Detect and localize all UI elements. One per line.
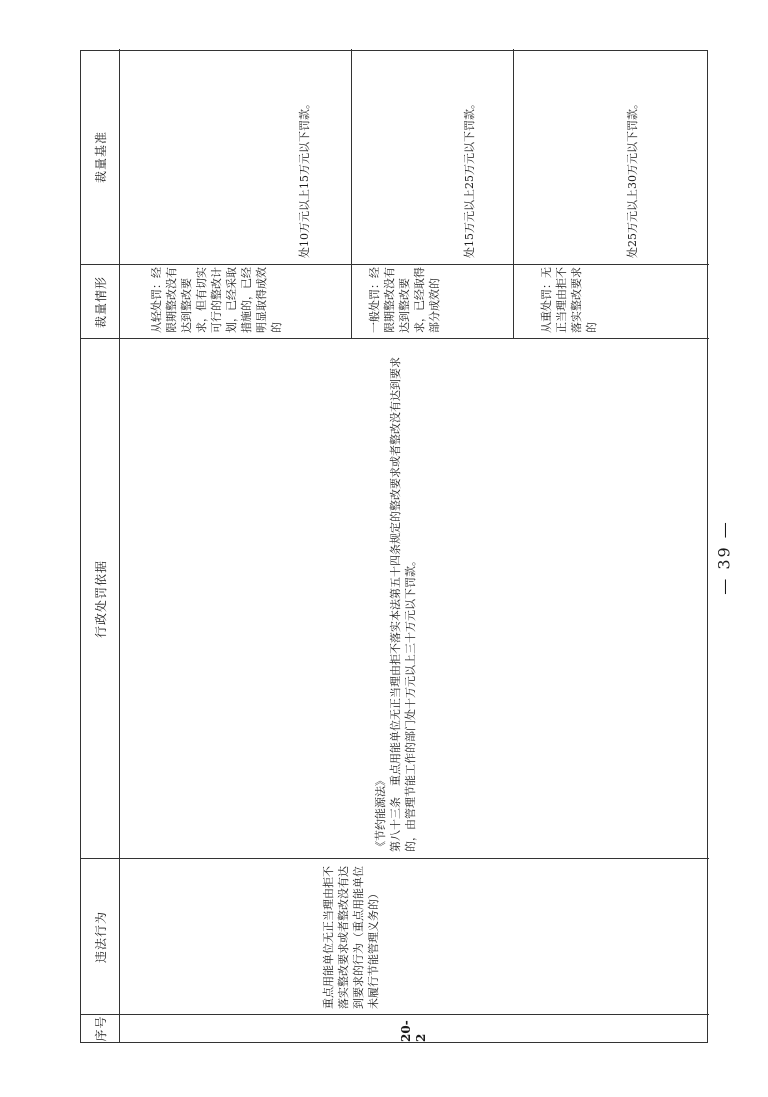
- header-seq: 序号: [93, 1015, 108, 1042]
- row-violation: 重点用能单位无正当理由拒不落实整改要求或者整改没有达到要求的行为（重点用能单位未履行节能管理义务的）: [322, 866, 380, 1009]
- header-basis: 行政处罚依据: [93, 560, 108, 639]
- divider-basis: [81, 338, 709, 339]
- divider-violation: [81, 858, 709, 859]
- penalty-table: [80, 50, 708, 1043]
- standard-general: 处15万元以上25万元以下罚款。: [463, 98, 476, 258]
- standard-heavy: 处25万元以上30万元以下罚款。: [626, 98, 639, 258]
- row-divider-2: [513, 49, 514, 339]
- situation-heavy: 从重处罚：无正当理由拒不落实整改要求的: [540, 267, 598, 333]
- standard-light: 处10万元以上15万元以下罚款。: [298, 98, 311, 258]
- row-divider-1: [351, 49, 352, 339]
- header-divider: [119, 49, 120, 1042]
- page-number: — 39 —: [714, 520, 734, 595]
- row-basis: [373, 342, 453, 852]
- basis-title: 《节约能源法》: [374, 775, 387, 852]
- situation-general: 一般处罚：经限期整改没有达到整改要求，已经取得部分成效的: [368, 267, 441, 333]
- situation-light: 从轻处罚：经限期整改没有达到整改要求，但有切实可行的整改计划，已经采取措施的，已经明显取得成效的: [150, 267, 283, 333]
- header-situation: 裁量情形: [93, 276, 108, 329]
- basis-text: 第八十三条 重点用能单位无正当理由拒不落实本法第五十四条规定的整改要求或者整改没有达到要求的，由管理节能工作的部门处十万元以上三十万元以下罚款。: [389, 357, 417, 852]
- row-seq: 20-2: [399, 1020, 428, 1042]
- header-standard: 裁量基准: [93, 131, 108, 184]
- header-violation: 违法行为: [93, 911, 108, 964]
